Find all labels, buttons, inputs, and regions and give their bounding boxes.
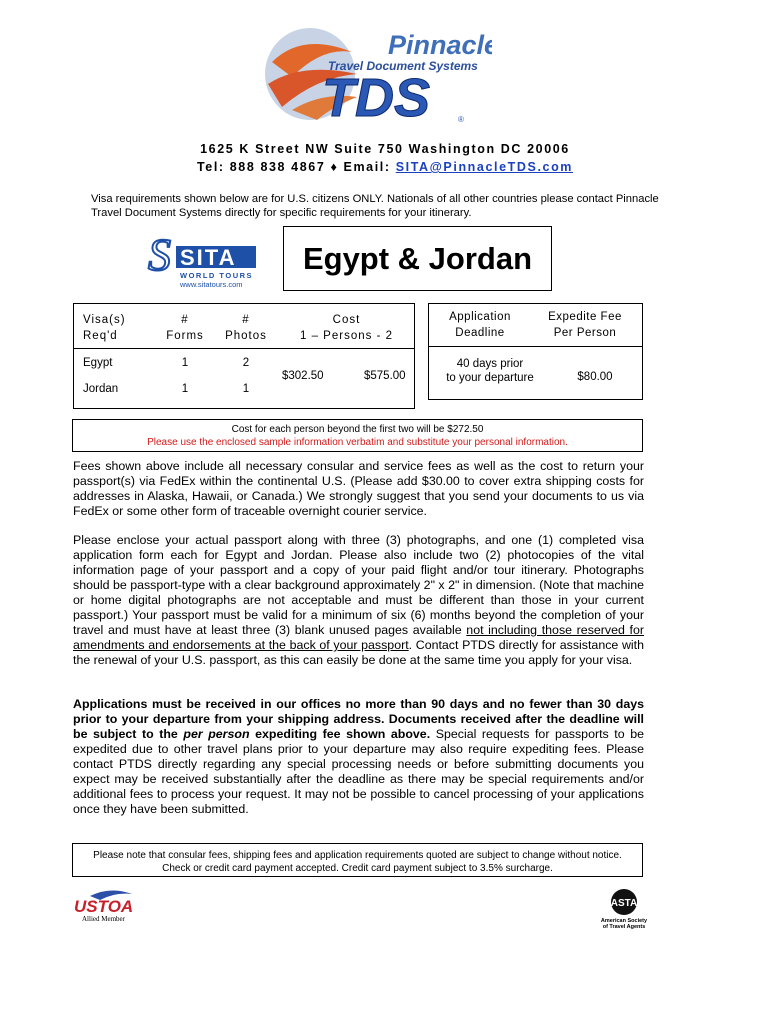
svg-text:ASTA: ASTA	[610, 898, 638, 909]
expedite-header	[533, 309, 637, 341]
row-photos: 1	[242, 383, 250, 395]
page-title: Egypt & Jordan	[302, 240, 533, 276]
svg-text:®: ®	[458, 115, 464, 124]
expedite-header-line1: Expedite Fee	[548, 311, 622, 323]
pinnacle-tds-logo	[262, 22, 492, 126]
visa-header-line2: Req'd	[83, 330, 118, 342]
application-table-header	[428, 303, 643, 347]
svg-text:TDS: TDS	[322, 68, 430, 126]
cost-header-line1: Cost	[332, 314, 361, 326]
expedite-header-line2: Per Person	[553, 327, 617, 339]
row-photos: 2	[242, 357, 250, 369]
deadline-value	[435, 357, 545, 385]
svg-text:Pinnacle: Pinnacle	[388, 30, 492, 60]
contact-line: Tel: 888 838 4867 ♦ Email: SITA@PinnacleTDS.com	[196, 160, 574, 174]
change-notice: Please note that consular fees, shipping fees and application requirements quoted are subject to change without notice.	[93, 850, 622, 861]
visa-table-header	[73, 303, 415, 349]
deadline-paragraph	[73, 697, 644, 817]
deadline-value-line2: to your departure	[446, 372, 534, 384]
intro-text: Visa requirements shown below are for U.S. citizens ONLY. Nationals of all other countries please contact Pinnacle Travel Document Systems directly for specific requirements for your itinerary.	[91, 193, 659, 219]
cost-two-persons: $575.00	[364, 370, 406, 382]
cost-header-line2: 1 – Persons - 2	[300, 330, 393, 342]
photos-header-line2: Photos	[225, 330, 267, 342]
sample-info-note: Please use the enclosed sample information verbatim and substitute your personal information.	[147, 437, 568, 448]
requirements-text: Please enclose your actual passport along with three (3) photographs, and one (1) completed visa application form each for Egypt and Jordan. Please also include two (2) photocopies of the vital information page of your passport and a copy of your paid flight and/or tour itinerary. Photographs should be passport-type with a clear background approximately 2" x 2" in dimension. (Note that machine or home digital photographs are not acceptable and must be different than those in your current passport.) Your passport must be valid for a minimum of six (6) months beyond the completion of your travel and must have at least three (3) blank unused pages available	[73, 533, 644, 637]
svg-text:WORLD TOURS: WORLD TOURS	[180, 271, 254, 280]
forms-header-line1: #	[181, 314, 189, 326]
bottom-note-box	[72, 843, 643, 877]
row-forms: 1	[181, 383, 189, 395]
svg-text:of Travel Agents: of Travel Agents	[602, 924, 646, 930]
address-line: 1625 K Street NW Suite 750 Washington DC 20006	[200, 142, 570, 156]
photos-header-line1: #	[242, 314, 250, 326]
deadline-bold-end: expediting fee shown above.	[249, 727, 431, 741]
cost-one-person: $302.50	[282, 370, 324, 382]
deadline-value-line1: 40 days prior	[456, 358, 524, 370]
deadline-header-line1: Application	[449, 311, 511, 323]
fees-paragraph: Fees shown above include all necessary consular and service fees as well as the cost to return your passport(s) via FedEx within the continental U.S. (Please add $30.00 to cover extra shipping costs for addresses in Alaska, Hawaii, or Canada.) We strongly suggest that you send your documents to us via FedEx or some other form of traceable overnight courier service.	[73, 459, 644, 518]
requirements-paragraph	[73, 533, 644, 668]
deadline-header-line2: Deadline	[455, 327, 505, 339]
deadline-text: Special requests for passports to be expedited due to other travel plans prior to your departure may also require expediting fees. Please contact PTDS directly regarding any special processing needs or before submitting documents you expect may be received substantially after the deadline as there may be special requirements and/or additional fees to process your request. It may not be possible to cancel processing of your applications once they have been submitted.	[73, 727, 644, 816]
extra-person-cost: Cost for each person beyond the first two will be $272.50	[231, 424, 484, 435]
visa-table-body	[73, 348, 415, 409]
forms-header-line2: Forms	[166, 330, 204, 342]
forms-header	[160, 312, 210, 344]
deadline-bold-italic: per person	[183, 727, 250, 741]
svg-text:S: S	[148, 230, 171, 280]
cost-header	[284, 312, 409, 344]
row-country: Jordan	[83, 383, 119, 395]
sita-logo	[146, 230, 258, 290]
requirements-text-end: . Contact PTDS directly for assistance with the renewal of your U.S. passport, as this can easily be done at the same time you apply for your visa.	[73, 638, 644, 667]
visa-header-line1: Visa(s)	[83, 314, 126, 326]
deadline-header	[435, 309, 525, 341]
row-country: Egypt	[83, 357, 113, 369]
email-link[interactable]: SITA@PinnacleTDS.com	[395, 160, 574, 174]
cost-note-box	[72, 419, 643, 452]
expedite-fee-value: $80.00	[577, 371, 613, 383]
svg-text:Allied Member: Allied Member	[82, 915, 125, 923]
svg-text:SITA: SITA	[180, 245, 237, 270]
ustoa-logo	[70, 888, 142, 924]
row-forms: 1	[181, 357, 189, 369]
photos-header	[218, 312, 274, 344]
payment-notice: Check or credit card payment accepted. Credit card payment subject to 3.5% surcharge.	[162, 863, 553, 874]
application-table-body	[428, 347, 643, 400]
svg-text:Travel Document Systems: Travel Document Systems	[328, 59, 478, 73]
svg-text:American Society: American Society	[600, 918, 648, 924]
svg-text:USTOA: USTOA	[74, 897, 134, 916]
requirements-underlined: not including those reserved for amendments and endorsements at the back of your passport	[73, 623, 644, 652]
svg-text:www.sitatours.com: www.sitatours.com	[180, 280, 243, 289]
title-box	[283, 226, 552, 291]
deadline-bold: Applications must be received in our offices no more than 90 days and no fewer than 30 days prior to your departure from your shipping address. Documents received after the deadline will be subject to the	[73, 697, 644, 741]
visa-header	[83, 312, 126, 344]
asta-logo	[598, 888, 650, 930]
